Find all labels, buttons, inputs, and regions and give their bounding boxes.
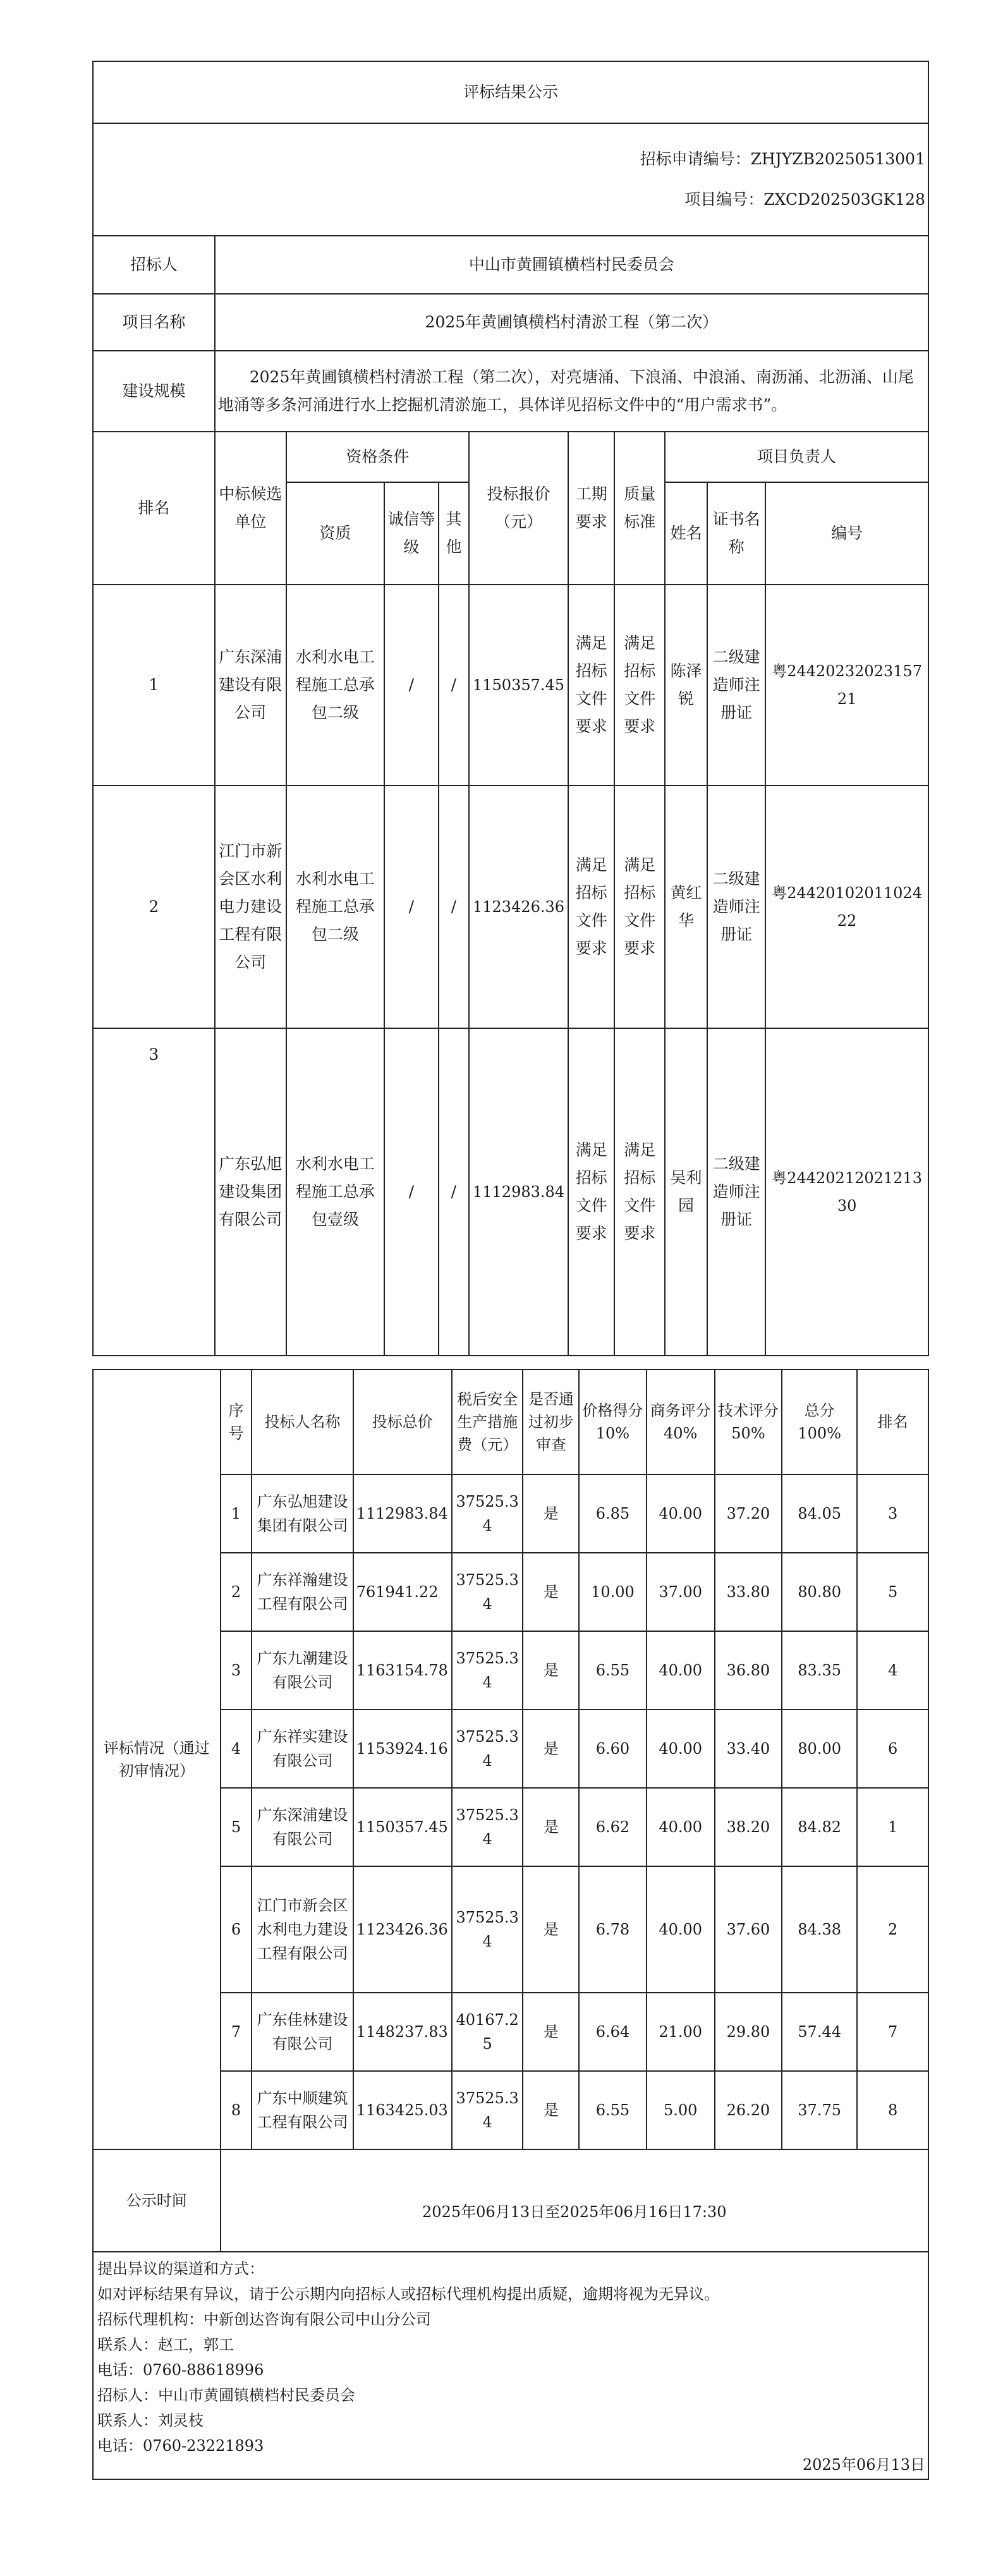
eval-sum: 84.82 bbox=[782, 1788, 857, 1866]
candidate-cert: 二级建造师注册证 bbox=[707, 585, 765, 786]
eval-bidder: 广东佳林建设有限公司 bbox=[252, 1993, 353, 2071]
candidate-manager: 黄红华 bbox=[665, 786, 707, 1028]
page-title: 评标结果公示 bbox=[93, 61, 928, 123]
eval-bidder: 广东中顺建筑工程有限公司 bbox=[252, 2071, 353, 2149]
eval-passed: 是 bbox=[523, 1788, 579, 1866]
eval-sum: 80.00 bbox=[782, 1710, 857, 1788]
col-qual: 资质 bbox=[286, 482, 384, 585]
eval-safety: 37525.34 bbox=[452, 1710, 523, 1788]
col-period: 工期要求 bbox=[568, 432, 614, 585]
candidate-number: 粤2442023202315721 bbox=[765, 585, 928, 786]
candidate-unit: 广东深浦建设有限公司 bbox=[215, 585, 286, 786]
notes-line: 联系人：赵工，郭工 bbox=[97, 2336, 234, 2354]
publicity-row bbox=[93, 2149, 928, 2252]
eval-total: 1150357.45 bbox=[353, 1788, 452, 1866]
eval-total: 1163154.78 bbox=[353, 1631, 452, 1710]
tenderer-value: 中山市黄圃镇横档村民委员会 bbox=[215, 236, 928, 294]
col-name: 姓名 bbox=[665, 482, 707, 585]
project-no: 项目编号：ZXCD202503GK128 bbox=[684, 190, 925, 209]
candidate-period: 满足招标文件要求 bbox=[568, 1028, 614, 1356]
project-row bbox=[93, 294, 928, 351]
tenderer-label: 招标人 bbox=[93, 236, 215, 294]
eval-price: 6.62 bbox=[579, 1788, 646, 1866]
eval-total: 1112983.84 bbox=[353, 1474, 452, 1553]
eval-seq: 3 bbox=[221, 1631, 252, 1710]
eval-col-sum-pct: 100% bbox=[798, 1425, 841, 1442]
candidate-rank: 2 bbox=[93, 786, 215, 1028]
eval-col-rank: 排名 bbox=[857, 1370, 928, 1474]
eval-col-tech: 技术评分 bbox=[717, 1402, 779, 1419]
col-other: 其他 bbox=[439, 482, 469, 585]
eval-col-total: 投标总价 bbox=[353, 1370, 452, 1474]
col-unit: 中标候选单位 bbox=[215, 432, 286, 585]
candidate-qual: 水利水电工程施工总承包壹级 bbox=[286, 1028, 384, 1356]
candidate-manager: 吴利园 bbox=[665, 1028, 707, 1356]
notes-line: 电话：0760-88618996 bbox=[97, 2361, 264, 2379]
notes-block bbox=[92, 2252, 929, 2480]
eval-bidder: 广东祥瀚建设工程有限公司 bbox=[252, 1553, 353, 1631]
candidate-unit: 广东弘旭建设集团有限公司 bbox=[215, 1028, 286, 1356]
scale-value: 2025年黄圃镇横档村清淤工程（第二次），对亮塘涌、下浪涌、中浪涌、南沥涌、北沥涌、山尾地涌等多条河涌进行水上挖掘机清淤施工，具体详见招标文件中的“用户需求书”。 bbox=[215, 351, 928, 432]
eval-bidder: 广东祥实建设有限公司 bbox=[252, 1710, 353, 1788]
eval-seq: 6 bbox=[221, 1866, 252, 1993]
candidate-cert: 二级建造师注册证 bbox=[707, 1028, 765, 1356]
eval-bidder: 广东深浦建设有限公司 bbox=[252, 1788, 353, 1866]
project-label: 项目名称 bbox=[93, 294, 215, 351]
eval-tech: 33.40 bbox=[715, 1710, 782, 1788]
candidate-credit: / bbox=[384, 786, 439, 1028]
eval-biz: 40.00 bbox=[647, 1710, 715, 1788]
eval-sum: 37.75 bbox=[782, 2071, 857, 2149]
candidate-cert: 二级建造师注册证 bbox=[707, 786, 765, 1028]
eval-passed: 是 bbox=[523, 1474, 579, 1553]
eval-header bbox=[93, 1370, 928, 1474]
eval-safety: 37525.34 bbox=[452, 1474, 523, 1553]
eval-tech: 36.80 bbox=[715, 1631, 782, 1710]
candidate-row bbox=[93, 1028, 928, 1356]
candidate-row bbox=[93, 786, 928, 1028]
col-price: 投标报价（元） bbox=[469, 432, 568, 585]
eval-price: 6.78 bbox=[579, 1866, 646, 1993]
eval-seq: 5 bbox=[221, 1788, 252, 1866]
candidate-quality: 满足招标文件要求 bbox=[614, 786, 665, 1028]
eval-col-biz: 商务评分 bbox=[650, 1402, 711, 1419]
eval-total: 1148237.83 bbox=[353, 1993, 452, 2071]
col-qual-group: 资格条件 bbox=[286, 432, 469, 482]
eval-passed: 是 bbox=[523, 1993, 579, 2071]
title-row bbox=[93, 61, 928, 123]
eval-tech: 29.80 bbox=[715, 1993, 782, 2071]
candidate-row bbox=[93, 585, 928, 786]
eval-price: 6.55 bbox=[579, 1631, 646, 1710]
eval-rank: 3 bbox=[857, 1474, 928, 1553]
eval-price: 10.00 bbox=[579, 1553, 646, 1631]
candidate-other: / bbox=[439, 786, 469, 1028]
eval-safety: 37525.34 bbox=[452, 2071, 523, 2149]
eval-passed: 是 bbox=[523, 1866, 579, 1993]
notes-line: 招标代理机构：中新创达咨询有限公司中山分公司 bbox=[97, 2311, 431, 2328]
candidate-other: / bbox=[439, 1028, 469, 1356]
eval-rank: 8 bbox=[857, 2071, 928, 2149]
eval-col-passed: 是否通过初步审查 bbox=[523, 1370, 579, 1474]
candidate-unit: 江门市新会区水利电力建设工程有限公司 bbox=[215, 786, 286, 1028]
eval-sum: 84.05 bbox=[782, 1474, 857, 1553]
notes-line: 联系人：刘灵枝 bbox=[97, 2412, 204, 2429]
col-quality: 质量标准 bbox=[614, 432, 665, 585]
eval-safety: 37525.34 bbox=[452, 1866, 523, 1993]
eval-col-bidder: 投标人名称 bbox=[252, 1370, 353, 1474]
col-cert: 证书名称 bbox=[707, 482, 765, 585]
eval-col-seq: 序号 bbox=[221, 1370, 252, 1474]
eval-col-biz-pct: 40% bbox=[664, 1425, 698, 1442]
tenderer-row bbox=[93, 236, 928, 294]
eval-rank: 1 bbox=[857, 1788, 928, 1866]
eval-sum: 80.80 bbox=[782, 1553, 857, 1631]
eval-price: 6.85 bbox=[579, 1474, 646, 1553]
publicity-label: 公示时间 bbox=[93, 2149, 221, 2252]
candidate-qual: 水利水电工程施工总承包二级 bbox=[286, 585, 384, 786]
eval-tech: 37.20 bbox=[715, 1474, 782, 1553]
candidate-price: 1112983.84 bbox=[469, 1028, 568, 1356]
candidate-quality: 满足招标文件要求 bbox=[614, 585, 665, 786]
eval-sum: 84.38 bbox=[782, 1866, 857, 1993]
eval-passed: 是 bbox=[523, 1553, 579, 1631]
eval-sum: 57.44 bbox=[782, 1993, 857, 2071]
eval-biz: 37.00 bbox=[647, 1553, 715, 1631]
col-manager-group: 项目负责人 bbox=[665, 432, 928, 482]
eval-rank: 2 bbox=[857, 1866, 928, 1993]
announcement-date: 2025年06月13日 bbox=[802, 2456, 925, 2474]
notes-line: 电话：0760-23221893 bbox=[97, 2437, 264, 2455]
eval-biz: 21.00 bbox=[647, 1993, 715, 2071]
candidate-manager: 陈泽锐 bbox=[665, 585, 707, 786]
candidate-period: 满足招标文件要求 bbox=[568, 585, 614, 786]
eval-seq: 4 bbox=[221, 1710, 252, 1788]
eval-total: 1153924.16 bbox=[353, 1710, 452, 1788]
candidate-number: 粤2442010201102422 bbox=[765, 786, 928, 1028]
eval-price: 6.55 bbox=[579, 2071, 646, 2149]
publicity-value: 2025年06月13日至2025年06月16日17:30 bbox=[221, 2149, 928, 2252]
candidates-header-1 bbox=[93, 432, 928, 482]
eval-biz: 5.00 bbox=[647, 2071, 715, 2149]
candidate-quality: 满足招标文件要求 bbox=[614, 1028, 665, 1356]
eval-col-sum: 总分 bbox=[804, 1402, 835, 1419]
candidate-period: 满足招标文件要求 bbox=[568, 786, 614, 1028]
eval-rank: 7 bbox=[857, 1993, 928, 2071]
scale-row bbox=[93, 351, 928, 432]
candidate-credit: / bbox=[384, 585, 439, 786]
eval-label: 评标情况（通过初审情况） bbox=[93, 1370, 221, 2149]
eval-tech: 37.60 bbox=[715, 1866, 782, 1993]
candidate-number: 粤2442021202121330 bbox=[765, 1028, 928, 1356]
col-credit: 诚信等级 bbox=[384, 482, 439, 585]
eval-tech: 33.80 bbox=[715, 1553, 782, 1631]
result-table bbox=[92, 61, 929, 1356]
notes-line: 如对评标结果有异议，请于公示期内向招标人或招标代理机构提出质疑，逾期将视为无异议。 bbox=[97, 2285, 719, 2303]
eval-safety: 37525.34 bbox=[452, 1631, 523, 1710]
eval-bidder: 广东九潮建设有限公司 bbox=[252, 1631, 353, 1710]
eval-seq: 8 bbox=[221, 2071, 252, 2149]
candidate-credit: / bbox=[384, 1028, 439, 1356]
eval-seq: 2 bbox=[221, 1553, 252, 1631]
eval-price: 6.64 bbox=[579, 1993, 646, 2071]
eval-safety: 40167.25 bbox=[452, 1993, 523, 2071]
table-gap bbox=[92, 1356, 929, 1369]
eval-seq: 7 bbox=[221, 1993, 252, 2071]
eval-tech: 38.20 bbox=[715, 1788, 782, 1866]
notes-line: 提出异议的渠道和方式： bbox=[97, 2260, 264, 2278]
eval-total: 761941.22 bbox=[353, 1553, 452, 1631]
eval-biz: 40.00 bbox=[647, 1788, 715, 1866]
eval-total: 1163425.03 bbox=[353, 2071, 452, 2149]
eval-col-tech-pct: 50% bbox=[731, 1425, 765, 1442]
scale-label: 建设规模 bbox=[93, 351, 215, 432]
eval-sum: 83.35 bbox=[782, 1631, 857, 1710]
eval-biz: 40.00 bbox=[647, 1631, 715, 1710]
eval-rank: 4 bbox=[857, 1631, 928, 1710]
eval-passed: 是 bbox=[523, 1710, 579, 1788]
eval-total: 1123426.36 bbox=[353, 1866, 452, 1993]
col-rank: 排名 bbox=[93, 432, 215, 585]
candidate-qual: 水利水电工程施工总承包二级 bbox=[286, 786, 384, 1028]
eval-safety: 37525.34 bbox=[452, 1788, 523, 1866]
eval-rank: 5 bbox=[857, 1553, 928, 1631]
announcement-sheet bbox=[92, 61, 929, 2480]
project-value: 2025年黄圃镇横档村清淤工程（第二次） bbox=[215, 294, 928, 351]
eval-passed: 是 bbox=[523, 1631, 579, 1710]
eval-rank: 6 bbox=[857, 1710, 928, 1788]
notes-line: 招标人：中山市黄圃镇横档村民委员会 bbox=[97, 2386, 355, 2404]
candidate-rank: 3 bbox=[93, 1028, 215, 1356]
col-number: 编号 bbox=[765, 482, 928, 585]
candidate-price: 1123426.36 bbox=[469, 786, 568, 1028]
eval-seq: 1 bbox=[221, 1474, 252, 1553]
eval-safety: 37525.34 bbox=[452, 1553, 523, 1631]
eval-tech: 26.20 bbox=[715, 2071, 782, 2149]
eval-price: 6.60 bbox=[579, 1710, 646, 1788]
eval-col-safety: 税后安全生产措施费（元） bbox=[452, 1370, 523, 1474]
eval-col-price: 价格得分 bbox=[582, 1402, 643, 1419]
eval-biz: 40.00 bbox=[647, 1474, 715, 1553]
eval-passed: 是 bbox=[523, 2071, 579, 2149]
candidate-other: / bbox=[439, 585, 469, 786]
candidate-price: 1150357.45 bbox=[469, 585, 568, 786]
eval-bidder: 广东弘旭建设集团有限公司 bbox=[252, 1474, 353, 1553]
eval-biz: 40.00 bbox=[647, 1866, 715, 1993]
eval-bidder: 江门市新会区水利电力建设工程有限公司 bbox=[252, 1866, 353, 1993]
candidate-rank: 1 bbox=[93, 585, 215, 786]
eval-col-price-pct: 10% bbox=[595, 1425, 630, 1442]
evaluation-table bbox=[92, 1369, 929, 2252]
codes-row bbox=[93, 123, 928, 236]
application-no: 招标申请编号：ZHJYZB20250513001 bbox=[640, 150, 925, 168]
